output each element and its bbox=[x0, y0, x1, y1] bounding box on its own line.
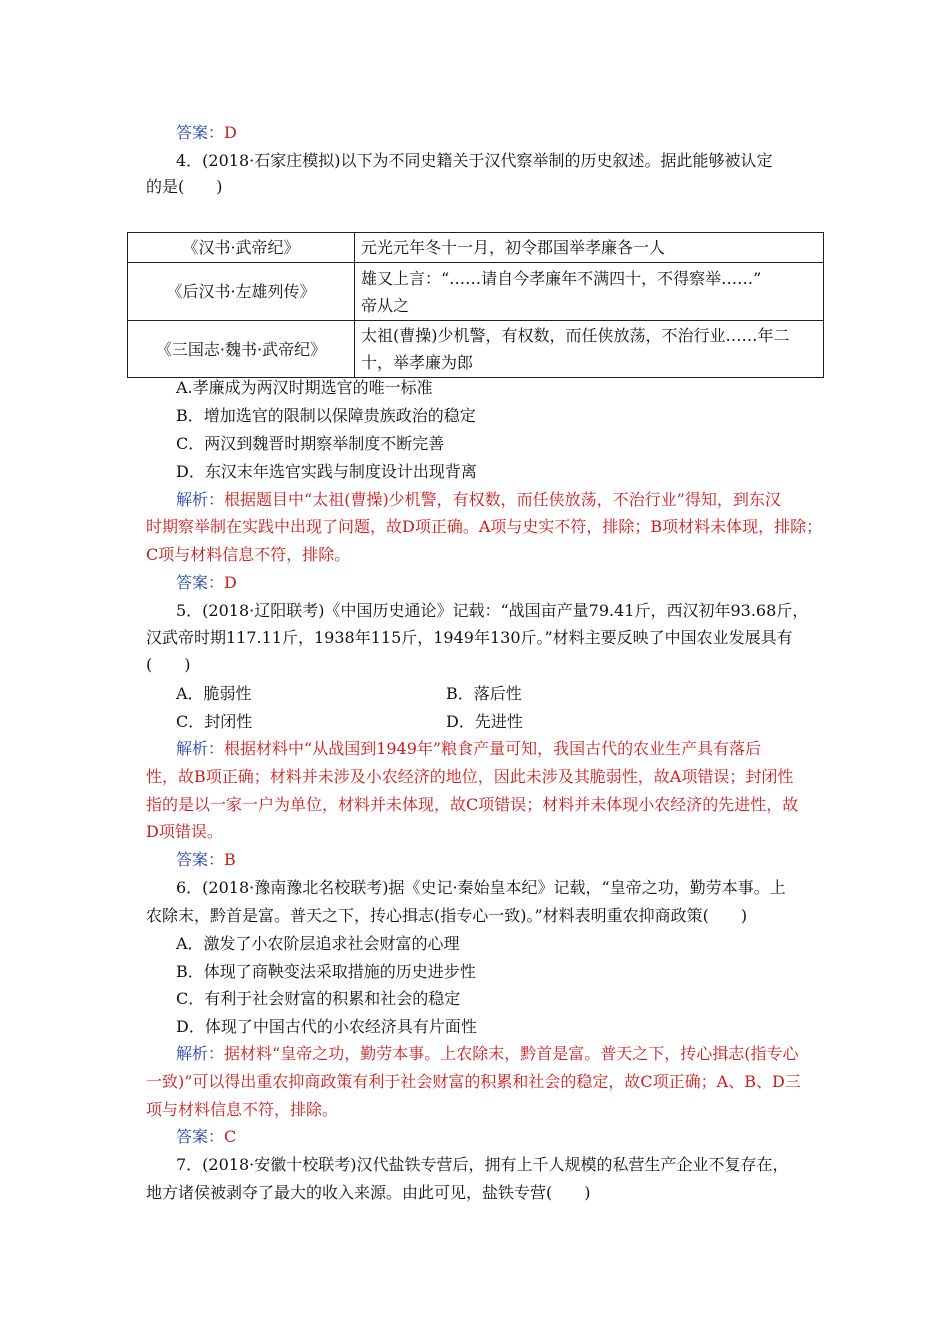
source-table bbox=[127, 232, 824, 378]
option-b: B．体现了商鞅变法采取措施的历史进步性 bbox=[176, 962, 476, 981]
analysis-line bbox=[176, 1042, 798, 1066]
answer-line bbox=[176, 121, 237, 145]
answer-value: D bbox=[224, 123, 237, 142]
option-c: C．有利于社会财富的积累和社会的稳定 bbox=[176, 989, 461, 1008]
answer-label: 答案： bbox=[176, 573, 225, 592]
analysis-text: D项错误。 bbox=[146, 822, 223, 841]
option-d: D．东汉末年选官实践与制度设计出现背离 bbox=[176, 462, 477, 481]
table-cell-source: 《三国志·魏书·武帝纪》 bbox=[128, 321, 355, 378]
option-c: C．两汉到魏晋时期察举制度不断完善 bbox=[176, 434, 445, 453]
option-b: B．落后性 bbox=[446, 684, 522, 703]
analysis-text: 一致)”可以得出重农抑商政策有利于社会财富的积累和社会的稳定，故C项正确；A、B、D三 bbox=[146, 1072, 801, 1091]
question-stem: 汉武帝时期117.11斤，1938年115斤，1949年130斤。”材料主要反映了中国农业发展具有 bbox=[146, 628, 793, 647]
answer-label: 答案： bbox=[176, 1127, 225, 1146]
option-a: A．脆弱性 bbox=[176, 684, 252, 703]
answer-value: B bbox=[224, 850, 236, 869]
analysis-label: 解析： bbox=[176, 739, 225, 758]
option-a: A.孝廉成为两汉时期选官的唯一标准 bbox=[176, 378, 433, 397]
cell-text-line: 帝从之 bbox=[361, 295, 410, 315]
analysis-text: 项与材料信息不符，排除。 bbox=[146, 1100, 339, 1119]
table-row bbox=[128, 233, 824, 263]
table-cell-text bbox=[355, 263, 824, 321]
table-cell-text bbox=[355, 233, 824, 263]
answer-line bbox=[176, 848, 236, 872]
option-d: D．体现了中国古代的小农经济具有片面性 bbox=[176, 1017, 477, 1036]
table-row bbox=[128, 321, 824, 378]
answer-line bbox=[176, 1125, 236, 1149]
question-stem: 农除末，黔首是富。普天之下，抟心揖志(指专心一致)。”材料表明重农抑商政策( ) bbox=[146, 906, 748, 925]
answer-label: 答案： bbox=[176, 123, 225, 142]
analysis-text: C项与材料信息不符，排除。 bbox=[146, 545, 351, 564]
question-stem: 6．(2018·豫南豫北名校联考)据《史记·秦始皇本纪》记载，“皇帝之功，勤劳本事。上 bbox=[176, 878, 786, 897]
option-b: B．增加选官的限制以保障贵族政治的稳定 bbox=[176, 406, 476, 425]
cell-text-line: 元光元年冬十一月，初令郡国举孝廉各一人 bbox=[361, 238, 666, 257]
answer-line bbox=[176, 571, 237, 595]
analysis-text: 据材料“皇帝之功，勤劳本事。上农除末，黔首是富。普天之下，抟心揖志(指专心 bbox=[224, 1044, 799, 1063]
question-stem: 地方诸侯被剥夺了最大的收入来源。由此可见，盐铁专营( ) bbox=[146, 1183, 591, 1202]
cell-text-line: 雄又上言：“……请自今孝廉年不满四十，不得察举……” bbox=[361, 268, 762, 288]
analysis-line bbox=[176, 737, 761, 761]
table-cell-source: 《后汉书·左雄列传》 bbox=[128, 263, 355, 321]
question-stem: 的是( ) bbox=[146, 177, 223, 196]
answer-label: 答案： bbox=[176, 850, 225, 869]
answer-value: D bbox=[224, 573, 237, 592]
option-c: C．封闭性 bbox=[176, 712, 253, 731]
analysis-label: 解析： bbox=[176, 1044, 225, 1063]
analysis-text: 时期察举制在实践中出现了问题，故D项正确。A项与史实不符，排除；B项材料未体现，排除； bbox=[146, 517, 823, 536]
analysis-text: 根据材料中“从战国到1949年”粮食产量可知，我国古代的农业生产具有落后 bbox=[224, 739, 762, 758]
table-cell-text bbox=[355, 321, 824, 378]
question-stem: 4．(2018·石家庄模拟)以下为不同史籍关于汉代察举制的历史叙述。据此能够被认定 bbox=[176, 151, 773, 170]
question-stem: ( ) bbox=[146, 655, 191, 674]
cell-text-line: 十，举孝廉为郎 bbox=[361, 353, 474, 372]
analysis-text: 指的是以一家一户为单位，材料并未体现，故C项错误；材料并未体现小农经济的先进性，故 bbox=[146, 795, 799, 814]
analysis-text: 性，故B项正确；材料并未涉及小农经济的地位，因此未涉及其脆弱性，故A项错误；封闭性 bbox=[146, 767, 794, 786]
question-stem: 5．(2018·辽阳联考)《中国历史通论》记载：“战国亩产量79.41斤，西汉初年93.68斤， bbox=[176, 601, 809, 620]
table-cell-source: 《汉书·武帝纪》 bbox=[128, 233, 355, 263]
table-row bbox=[128, 263, 824, 321]
cell-text-line: 太祖(曹操)少机警，有权数，而任侠放荡，不治行业……年二 bbox=[361, 326, 790, 345]
analysis-text: 根据题目中“太祖(曹操)少机警，有权数，而任侠放荡，不治行业”得知，到东汉 bbox=[224, 490, 781, 509]
option-a: A．激发了小农阶层追求社会财富的心理 bbox=[176, 934, 460, 953]
analysis-line bbox=[176, 488, 781, 512]
answer-value: C bbox=[224, 1127, 237, 1146]
option-d: D．先进性 bbox=[446, 712, 523, 731]
analysis-label: 解析： bbox=[176, 490, 225, 509]
question-stem: 7．(2018·安徽十校联考)汉代盐铁专营后，拥有上千人规模的私营生产企业不复存在， bbox=[176, 1155, 789, 1174]
